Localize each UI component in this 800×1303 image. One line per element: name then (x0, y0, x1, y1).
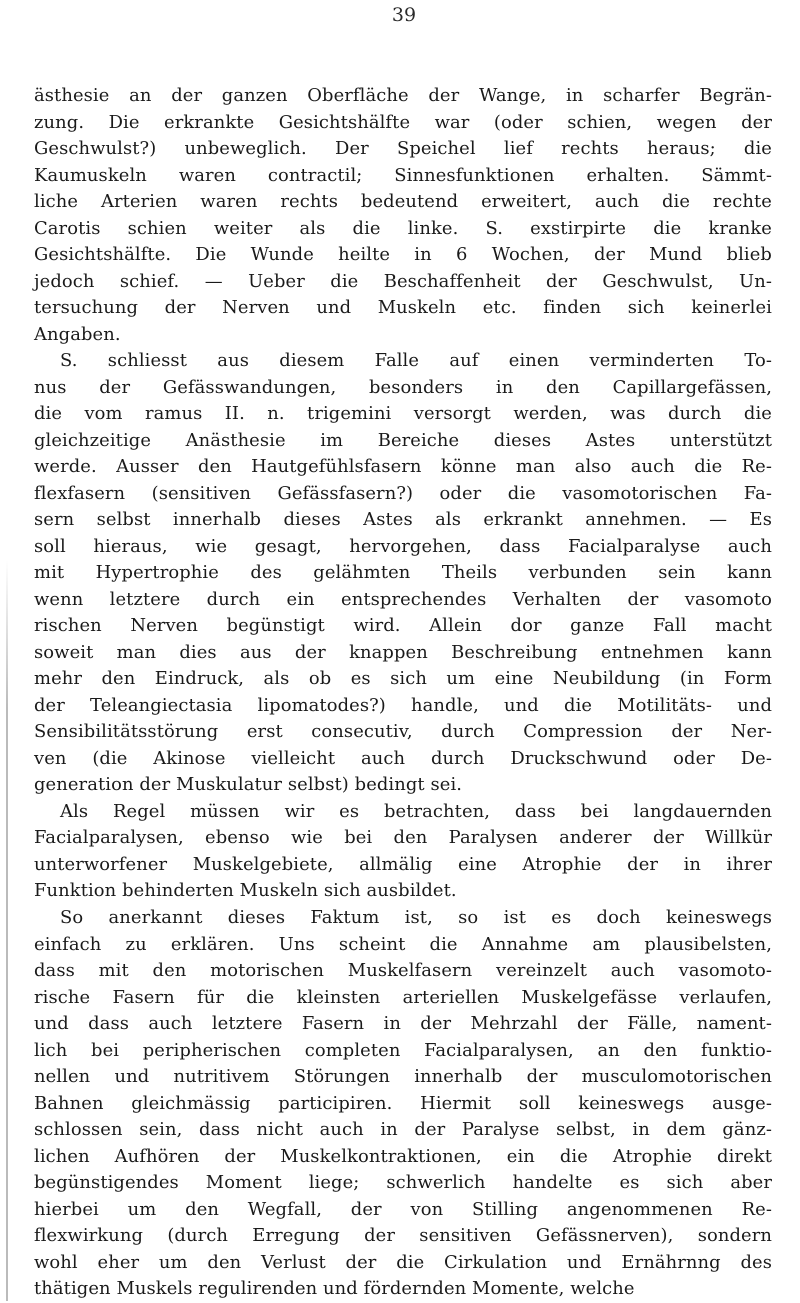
paragraph (34, 799, 772, 905)
text-line: jedoch schief. — Ueber die Beschaffenheit der Geschwulst, Un- (34, 270, 772, 292)
text-line: Sensibilitätsstörung erst consecutiv, durch Compression der Ner- (34, 721, 772, 743)
text-line: mit Hypertrophie des gelähmten Theils verbunden sein kann (34, 562, 772, 584)
text-line: zung. Die erkrankte Gesichtshälfte war (oder schien, wegen der (34, 111, 772, 133)
text-line: lich bei peripherischen completen Facialparalysen, an den funktio- (34, 1039, 772, 1061)
text-line: So anerkannt dieses Faktum ist, so ist es doch keineswegs (60, 906, 772, 928)
text-line: liche Arterien waren rechts bedeutend erweitert, auch die rechte (34, 191, 772, 213)
text-line: soll hieraus, wie gesagt, hervorgehen, dass Facialparalyse auch (34, 535, 772, 557)
body-text (34, 83, 772, 1303)
text-line: generation der Muskulatur selbst) bedingt sei. (34, 774, 463, 796)
text-line: Geschwulst?) unbeweglich. Der Speichel lief rechts heraus; die (34, 138, 772, 160)
text-line: die vom ramus II. n. trigemini versorgt werden, was durch die (34, 403, 772, 425)
text-line: tersuchung der Nerven und Muskeln etc. finden sich keinerlei (34, 297, 772, 319)
text-line: Gesichtshälfte. Die Wunde heilte in 6 Wochen, der Mund blieb (34, 244, 772, 266)
text-line: S. schliesst aus diesem Falle auf einen verminderten To- (60, 350, 772, 372)
text-line: wenn letztere durch ein entsprechendes Verhalten der vasomoto (34, 588, 772, 610)
text-line: der Teleangiectasia lipomatodes?) handle, und die Motilitäts- und (34, 694, 772, 716)
text-line: ästhesie an der ganzen Oberfläche der Wange, in scharfer Begrän- (34, 85, 772, 106)
paragraph (34, 905, 772, 1303)
paragraph (34, 348, 772, 799)
text-line: flexfasern (sensitiven Gefässfasern?) oder die vasomotorischen Fa- (34, 482, 772, 504)
text-line: Facialparalysen, ebenso wie bei den Paralysen anderer der Willkür (34, 827, 772, 849)
text-line: Carotis schien weiter als die linke. S. exstirpirte die kranke (34, 217, 772, 239)
text-line: thätigen Muskels regulirenden und fördernden Momente, welche (34, 1278, 635, 1300)
text-line: rische Fasern für die kleinsten arteriellen Muskelgefässe verlaufen, (34, 986, 772, 1008)
page-edge-shadow (6, 560, 8, 1301)
text-line: begünstigendes Moment liege; schwerlich handelte es sich aber (34, 1172, 772, 1194)
text-line: sern selbst innerhalb dieses Astes als erkrankt annehmen. — Es (34, 509, 772, 531)
text-line: schlossen sein, dass nicht auch in der Paralyse selbst, in dem gänz- (34, 1119, 772, 1141)
text-line: nus der Gefässwandungen, besonders in den Capillargefässen, (34, 376, 772, 398)
text-line: soweit man dies aus der knappen Beschreibung entnehmen kann (34, 641, 772, 663)
text-line: ven (die Akinose vielleicht auch durch Druckschwund oder De- (34, 747, 772, 769)
text-line: Als Regel müssen wir es betrachten, dass bei langdauernden (60, 800, 772, 822)
text-line: Kaumuskeln waren contractil; Sinnesfunktionen erhalten. Sämmt- (34, 164, 772, 186)
text-line: Angaben. (34, 323, 121, 345)
text-line: und dass auch letztere Fasern in der Mehrzahl der Fälle, nament- (34, 1013, 772, 1035)
text-line: nellen und nutritivem Störungen innerhalb der musculomotorischen (34, 1066, 772, 1088)
text-line: gleichzeitige Anästhesie im Bereiche dieses Astes unterstützt (34, 429, 772, 451)
text-line: hierbei um den Wegfall, der von Stilling angenommenen Re- (34, 1198, 772, 1220)
text-line: dass mit den motorischen Muskelfasern vereinzelt auch vasomoto- (34, 960, 772, 982)
text-line: werde. Ausser den Hautgefühlsfasern könne man also auch die Re- (34, 456, 772, 478)
paragraph (34, 83, 772, 348)
text-line: Funktion behinderten Muskeln sich ausbildet. (34, 880, 457, 902)
text-line: unterworfener Muskelgebiete, allmälig eine Atrophie der in ihrer (34, 853, 772, 875)
page-number: 39 (391, 4, 417, 26)
text-line: rischen Nerven begünstigt wird. Allein dor ganze Fall macht (34, 615, 772, 637)
text-line: flexwirkung (durch Erregung der sensitiven Gefässnerven), sondern (34, 1225, 772, 1247)
text-line: lichen Aufhören der Muskelkontraktionen, ein die Atrophie direkt (34, 1145, 772, 1167)
text-line: einfach zu erklären. Uns scheint die Annahme am plausibelsten, (34, 933, 772, 955)
text-line: wohl eher um den Verlust der die Cirkulation und Ernährnng des (34, 1251, 772, 1273)
text-line: mehr den Eindruck, als ob es sich um eine Neubildung (in Form (34, 668, 772, 690)
text-line: Bahnen gleichmässig participiren. Hiermit soll keineswegs ausge- (34, 1092, 772, 1114)
